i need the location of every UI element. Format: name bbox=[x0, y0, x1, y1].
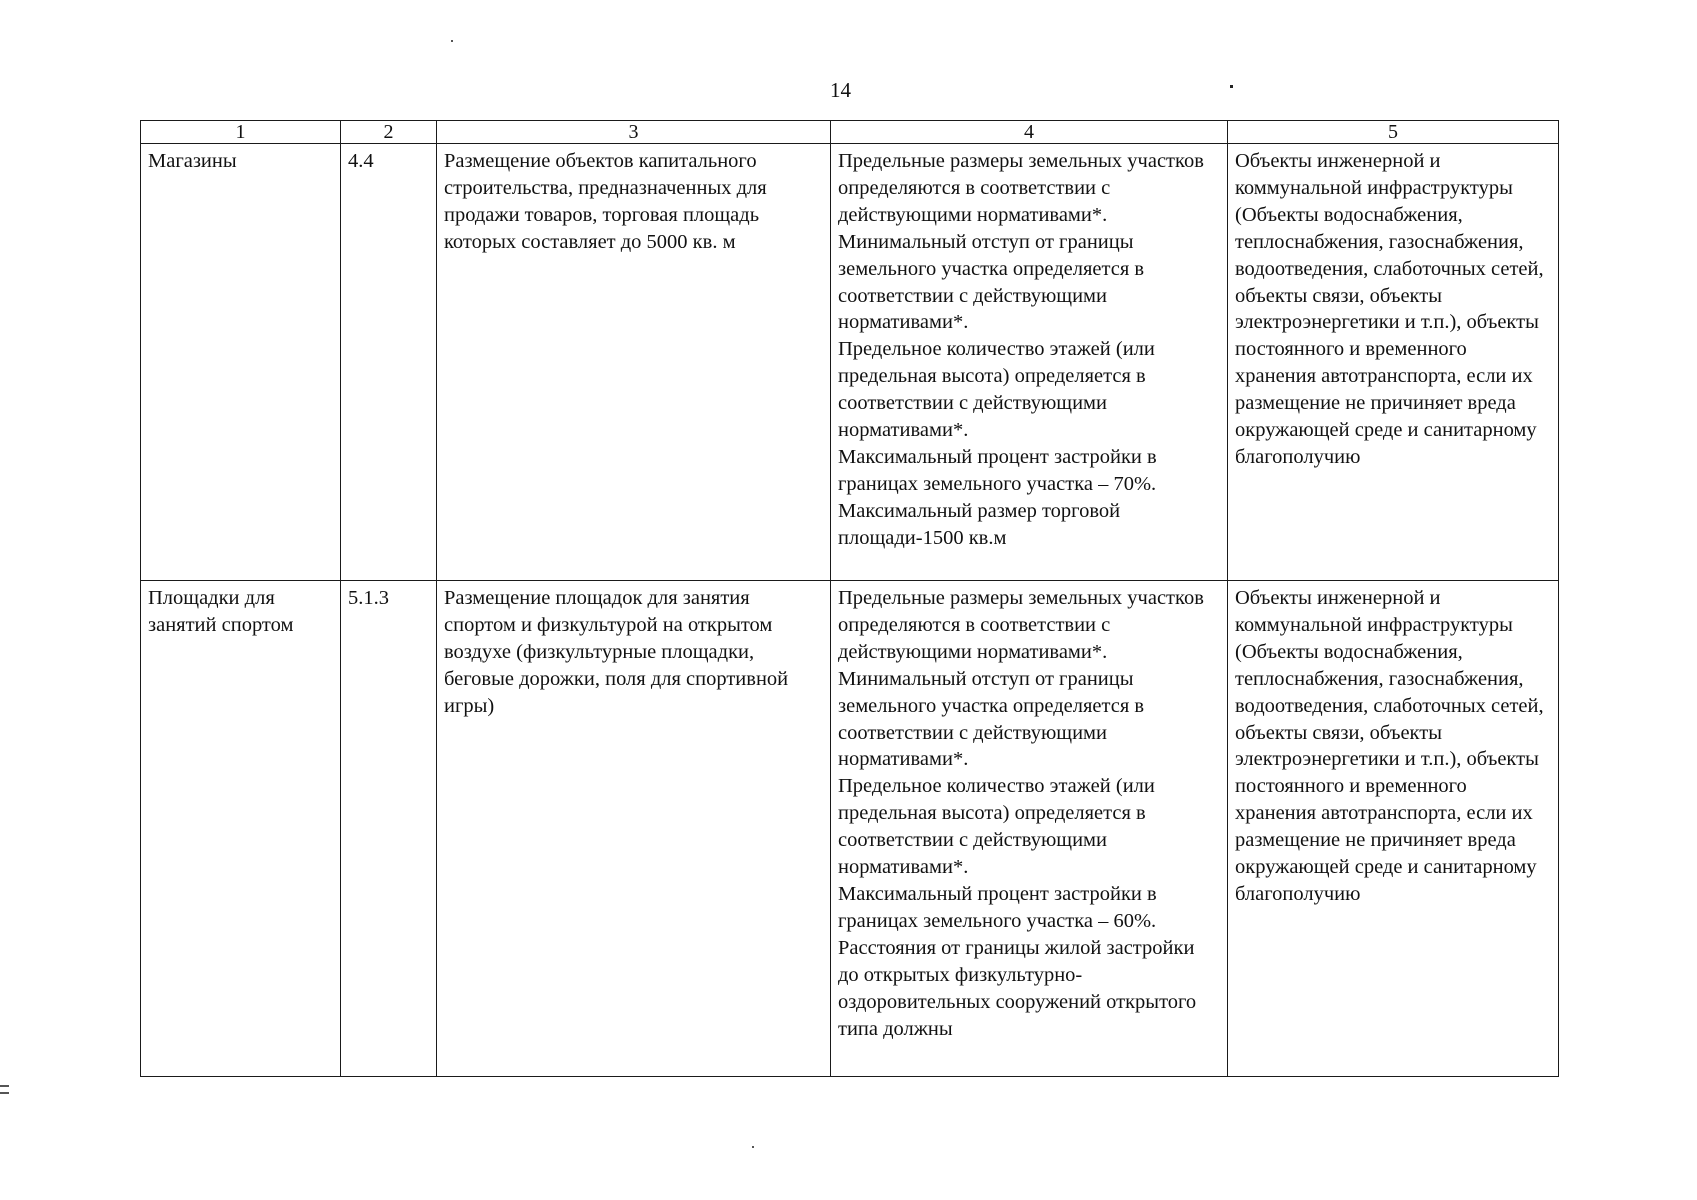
use-name-cell: Площадки для занятий спортом bbox=[141, 581, 341, 1077]
parameters-cell bbox=[831, 581, 1228, 1077]
parameter-text: Максимальный процент застройки в границах земельного участка – 70%. bbox=[838, 445, 1157, 495]
header-cell: 3 bbox=[437, 121, 831, 144]
scan-speck bbox=[451, 40, 453, 42]
header-cell: 4 bbox=[831, 121, 1228, 144]
table-row bbox=[141, 581, 1559, 1077]
parameter-text: Минимальный отступ от границы земельного участка определяется в соответствии с действующими нормативами*. bbox=[838, 230, 1145, 334]
auxiliary-uses-cell: Объекты инженерной и коммунальной инфраструктуры (Объекты водоснабжения, теплоснабжения, газоснабжения, водоотведения, слаботочных сетей, объекты связи, объекты электроэнергетики и т.п.), объекты постоянного и временного хранения автотранспорта, если их размещение не причиняет вреда окружающей среде и санитарному благополучию bbox=[1228, 144, 1559, 581]
zoning-table bbox=[140, 120, 1559, 1077]
scan-speck bbox=[752, 1146, 754, 1148]
auxiliary-uses-cell: Объекты инженерной и коммунальной инфраструктуры (Объекты водоснабжения, теплоснабжения, газоснабжения, водоотведения, слаботочных сетей, объекты связи, объекты электроэнергетики и т.п.), объекты постоянного и временного хранения автотранспорта, если их размещение не причиняет вреда окружающей среде и санитарному благополучию bbox=[1228, 581, 1559, 1077]
parameter-text: Предельные размеры земельных участков определяются в соответствии с действующими нормативами*. bbox=[838, 150, 1204, 226]
parameter-text: Предельное количество этажей (или предельная высота) определяется в соответствии с действующими нормативами*. bbox=[838, 775, 1155, 879]
table-header-row bbox=[141, 121, 1559, 144]
parameter-text: Минимальный отступ от границы земельного участка определяется в соответствии с действующими нормативами*. bbox=[838, 667, 1145, 771]
header-cell: 2 bbox=[341, 121, 437, 144]
parameter-text: Максимальный размер торговой площади-1500 кв.м bbox=[838, 499, 1121, 549]
use-description-cell: Размещение объектов капитального строительства, предназначенных для продажи товаров, торговая площадь которых составляет до 5000 кв. м bbox=[437, 144, 831, 581]
parameter-text: Предельные размеры земельных участков определяются в соответствии с действующими нормативами*. bbox=[838, 587, 1204, 663]
scan-speck bbox=[1230, 85, 1233, 88]
parameter-text: Максимальный процент застройки в границах земельного участка – 60%. bbox=[838, 882, 1157, 932]
use-code-cell: 5.1.3 bbox=[341, 581, 437, 1077]
use-name-cell: Магазины bbox=[141, 144, 341, 581]
header-cell: 5 bbox=[1228, 121, 1559, 144]
page-number: 14 bbox=[830, 78, 851, 102]
scan-speck bbox=[0, 1092, 9, 1094]
scan-speck bbox=[0, 1085, 9, 1087]
table-row bbox=[141, 144, 1559, 581]
use-code-cell: 4.4 bbox=[341, 144, 437, 581]
parameters-cell bbox=[831, 144, 1228, 581]
header-cell: 1 bbox=[141, 121, 341, 144]
parameter-text: Расстояния от границы жилой застройки до открытых физкультурно-оздоровительных сооружений открытого типа должны bbox=[838, 936, 1197, 1040]
use-description-cell: Размещение площадок для занятия спортом и физкультурой на открытом воздухе (физкультурные площадки, беговые дорожки, поля для спортивной игры) bbox=[437, 581, 831, 1077]
parameter-text: Предельное количество этажей (или предельная высота) определяется в соответствии с действующими нормативами*. bbox=[838, 338, 1155, 442]
